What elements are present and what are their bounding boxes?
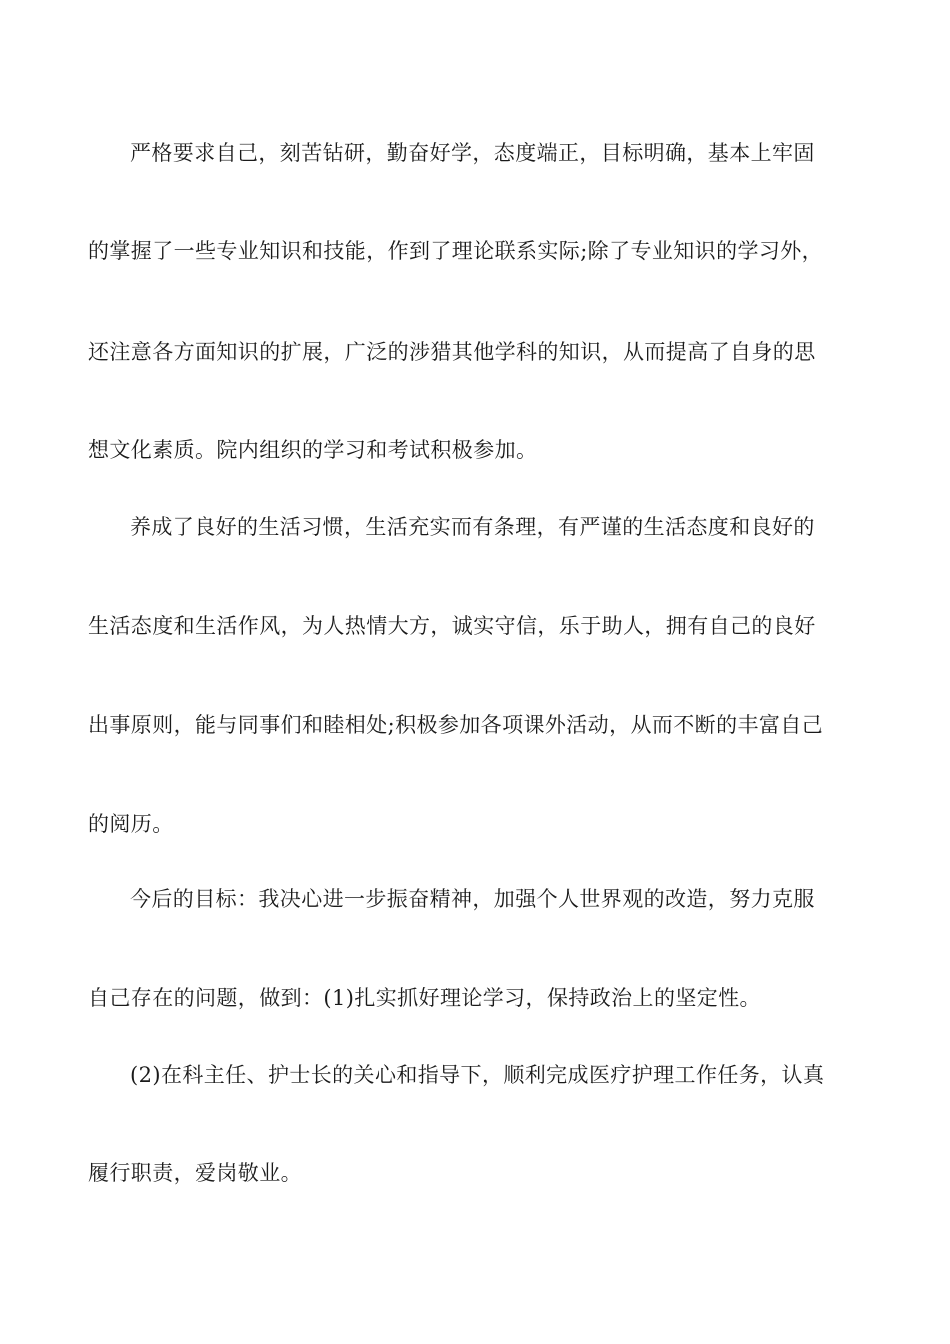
- paragraph-2-line-1: 养成了良好的生活习惯，生活充实而有条理，有严谨的生活态度和良好的: [130, 515, 815, 539]
- paragraph-1-line-1: 严格要求自己，刻苦钻研，勤奋好学，态度端正，目标明确，基本上牢固: [130, 141, 815, 165]
- paragraph-3-line-1: 今后的目标：我决心进一步振奋精神，加强个人世界观的改造，努力克服: [130, 887, 815, 911]
- paragraph-4-line-1: (2)在科主任、护士长的关心和指导下，顺利完成医疗护理工作任务，认真: [130, 1063, 825, 1087]
- paragraph-3-line-2: 自己存在的问题，做到：(1)扎实抓好理论学习，保持政治上的坚定性。: [88, 986, 761, 1010]
- paragraph-2-line-2: 生活态度和生活作风，为人热情大方，诚实守信，乐于助人，拥有自己的良好: [88, 614, 816, 638]
- paragraph-1-line-3: 还注意各方面知识的扩展，广泛的涉猎其他学科的知识，从而提高了自身的思: [88, 340, 816, 364]
- paragraph-4-line-2: 履行职责，爱岗敬业。: [88, 1161, 302, 1185]
- paragraph-2-line-3: 出事原则，能与同事们和睦相处;积极参加各项课外活动，从而不断的丰富自己: [88, 713, 824, 737]
- paragraph-1-line-2: 的掌握了一些专业知识和技能，作到了理论联系实际;除了专业知识的学习外，: [88, 239, 824, 263]
- paragraph-1-line-4: 想文化素质。院内组织的学习和考试积极参加。: [88, 438, 538, 462]
- paragraph-2-line-4: 的阅历。: [88, 812, 174, 836]
